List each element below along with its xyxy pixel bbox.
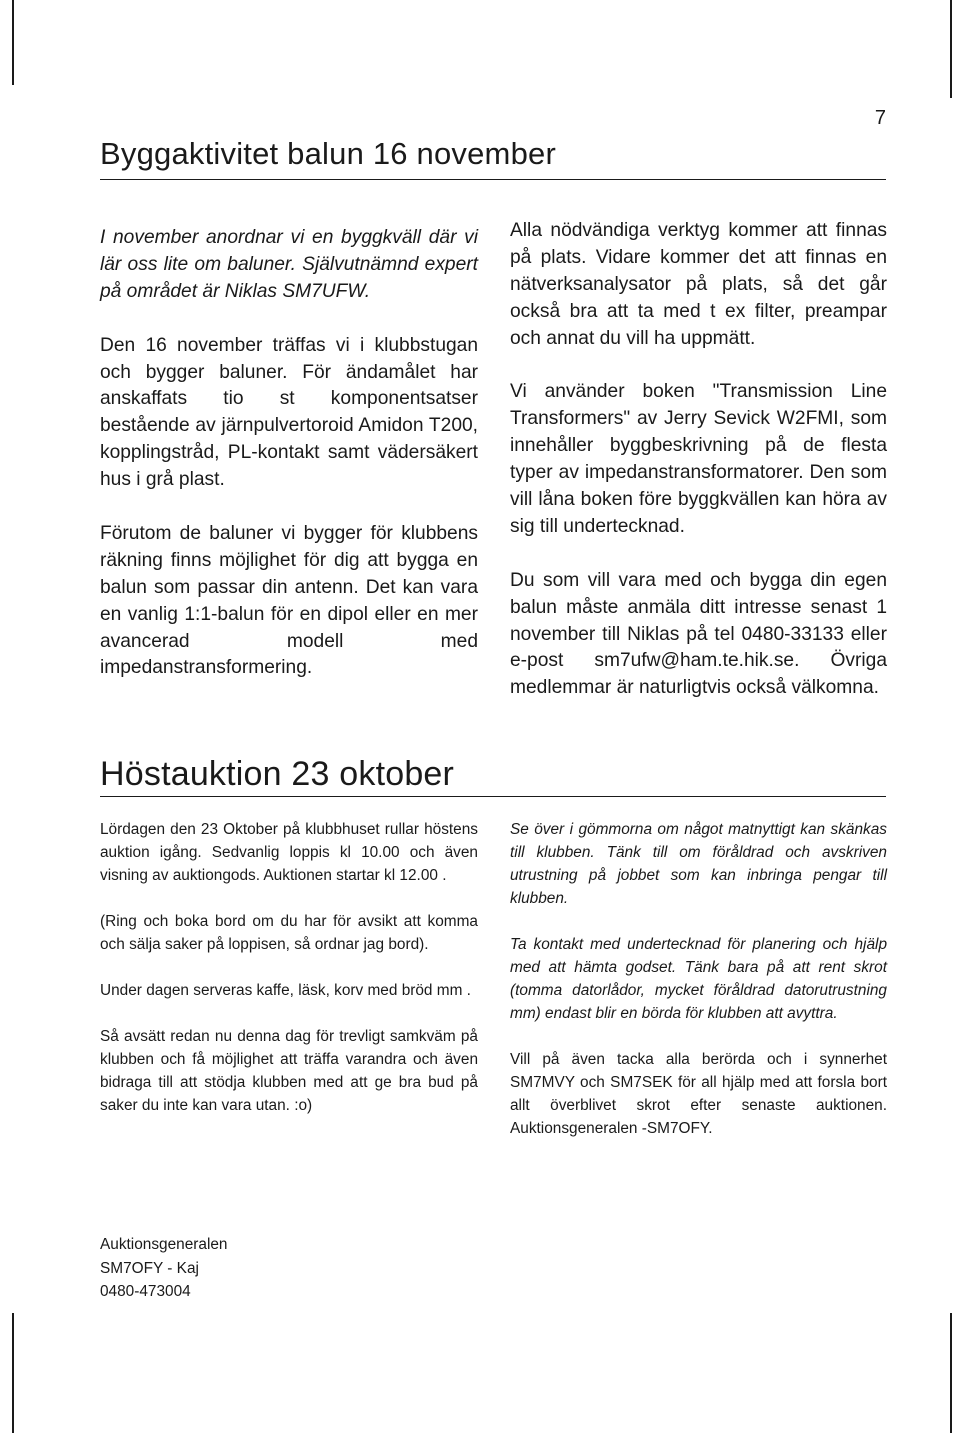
- paragraph: Lördagen den 23 Oktober på klubbhuset rullar höstens auktion igång. Sedvanlig loppis kl 10.00 och även visning av auktiongods. Auktionen startar kl 12.00 .: [100, 821, 478, 884]
- page-number: 7: [874, 107, 886, 129]
- paragraph: Du som vill vara med och bygga din egen balun måste anmäla ditt intresse senast 1 november till Niklas på tel 0480-33133 eller e-post sm7ufw@ham.te.hik.se. Övriga medlemmar är naturligtvis också välkomna.: [510, 569, 887, 699]
- article-auction-left-column: [100, 818, 478, 1117]
- paragraph: Under dagen serveras kaffe, läsk, korv med bröd mm .: [100, 982, 471, 999]
- crop-mark-top-right: [950, 0, 952, 98]
- signature-block: [100, 1233, 228, 1304]
- paragraph: Vill på även tacka alla berörda och i synnerhet SM7MVY och SM7SEK för all hjälp med att forsla bort allt överblivet skrot efter senaste auktionen. Auktionsgeneralen -SM7OFY.: [510, 1051, 887, 1137]
- signature-line: 0480-473004: [100, 1283, 191, 1300]
- paragraph: Se över i gömmorna om något matnyttigt kan skänkas till klubben. Tänk till om föråldrad och avskriven utrustning på jobbet som kan inbringa pengar till klubben.: [510, 821, 887, 907]
- title-rule-balun: [100, 179, 886, 180]
- crop-mark-bottom-right: [950, 1313, 952, 1433]
- paragraph: Så avsätt redan nu denna dag för trevligt samkväm på klubben och få möjlighet att träffa varandra och även bidraga till att stödja klubben med att ge bra bud på saker du inte kan vara utan. :o): [100, 1028, 478, 1114]
- paragraph: Alla nödvändiga verktyg kommer att finnas på plats. Vidare kommer det att finnas en nätverksanalysator på plats, så det går också bra att ta med t ex filter, preampar och annat du vill ha uppmätt.: [510, 220, 887, 349]
- article-balun-left-column: [100, 225, 478, 682]
- title-rule-auction: [100, 796, 886, 797]
- article-intro: I november anordnar vi en byggkväll där vi lär oss lite om baluner. Självutnämnd expert på området är Niklas SM7UFW.: [100, 227, 478, 302]
- crop-mark-bottom-left: [12, 1313, 14, 1433]
- signature-line: SM7OFY - Kaj: [100, 1259, 199, 1277]
- paragraph: Vi använder boken "Transmission Line Transformers" av Jerry Sevick W2FMI, som innehåller byggbeskrivning på de flesta typer av impedanstransformatorer. Den som vill låna boken före byggkvällen kan höra av sig till undertecknad.: [510, 381, 887, 537]
- article-balun-right-column: [510, 218, 887, 702]
- article-auction-right-column: [510, 818, 887, 1140]
- paragraph: Ta kontakt med undertecknad för planering och hjälp med att hämta godset. Tänk bara på att rent skrot (tomma datorlådor, mycket föråldrad datorutrustning mm) endast blir en börda för klubben att avyttra.: [510, 936, 887, 1022]
- paragraph: (Ring och boka bord om du har för avsikt att komma och sälja saker på loppisen, så ordnar jag bord).: [100, 913, 478, 953]
- article-title-auction: Höstauktion 23 oktober: [100, 755, 455, 793]
- signature-line: Auktionsgeneralen: [100, 1236, 228, 1253]
- crop-mark-top-left: [12, 0, 14, 85]
- paragraph: Den 16 november träffas vi i klubbstugan och bygger baluner. För ändamålet har anskaffats tio st komponentsatser bestående av järnpulvertoroid Amidon T200, kopplingstråd, PL-kontakt samt vädersäkert hus i grå plast.: [100, 334, 478, 491]
- paragraph: Förutom de baluner vi bygger för klubbens räkning finns möjlighet för dig att bygga en balun som passar din antenn. Det kan vara en vanlig 1:1-balun för en dipol eller en mer avancerad modell med impedanstransformering.: [100, 522, 478, 679]
- article-title-balun: Byggaktivitet balun 16 november: [100, 136, 556, 171]
